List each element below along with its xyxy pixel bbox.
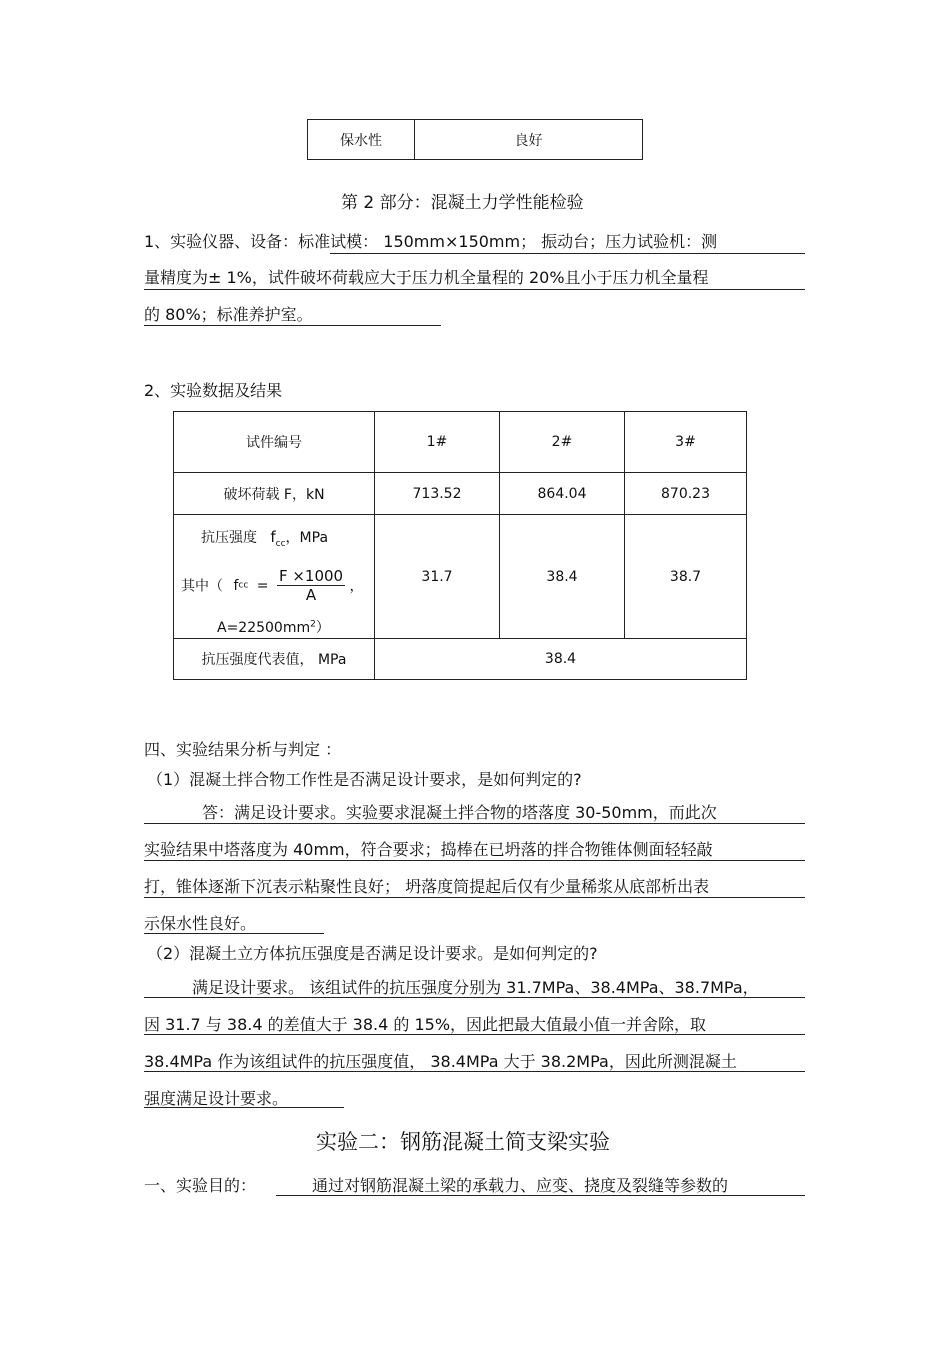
rep-label: 抗压强度代表值， MPa <box>174 639 375 680</box>
fraction <box>277 567 345 604</box>
area-text: A=22500mm <box>217 620 311 636</box>
results-table <box>173 411 747 680</box>
data-title: 2、实验数据及结果 <box>144 381 283 400</box>
strength-label-text: 抗压强度 <box>201 530 257 546</box>
equip-line-1: 1、实验仪器、设备：标准试模： 150mm×150mm； 振动台；压力试验机：测 <box>144 232 718 251</box>
formula-symbol: f <box>233 577 239 594</box>
table-row <box>174 473 747 515</box>
rep-value: 38.4 <box>375 639 747 680</box>
q1-answer-line-2: 实验结果中塔落度为 40mm，符合要求；捣棒在已坍落的拌合物锥体侧面轻轻敲 <box>144 840 713 859</box>
q1-question: （1）混凝土拌合物工作性是否满足设计要求，是如何判定的? <box>147 770 582 789</box>
load-label: 破坏荷载 F，kN <box>174 473 375 515</box>
formula-suffix: ， <box>349 578 364 595</box>
strength-label-cell <box>174 515 375 639</box>
strength-value: 38.4 <box>500 515 625 639</box>
q1-answer-line-1: 答：满足设计要求。实验要求混凝土拌合物的塔落度 30-50mm，而此次 <box>202 803 717 822</box>
load-value: 864.04 <box>500 473 625 515</box>
strength-label <box>201 527 328 549</box>
table-row <box>174 639 747 680</box>
formula-prefix: 其中（ <box>181 578 223 595</box>
q2-answer-line-4: 强度满足设计要求。 <box>144 1089 289 1108</box>
underline <box>144 997 805 998</box>
top-table-value: 良好 <box>415 120 643 160</box>
part2-title: 第 2 部分：混凝土力学性能检验 <box>341 193 584 213</box>
exp2-purpose-label: 一、实验目的： <box>144 1176 257 1195</box>
underline <box>144 1071 805 1072</box>
load-value: 870.23 <box>625 473 747 515</box>
formula <box>181 567 364 604</box>
strength-unit: ，MPa <box>285 530 329 546</box>
underline <box>144 933 324 934</box>
formula-subscript: cc <box>238 580 249 591</box>
strength-value: 38.7 <box>625 515 747 639</box>
table-row <box>174 412 747 473</box>
equip-line-2: 量精度为± 1%，试件破坏荷载应大于压力机全量程的 20%且小于压力机全量程 <box>144 268 709 287</box>
underline <box>144 823 805 824</box>
strength-value: 31.7 <box>375 515 500 639</box>
underline <box>144 897 805 898</box>
q2-answer-line-2: 因 31.7 与 38.4 的差值大于 38.4 的 15%，因此把最大值最小值一并舍除，取 <box>144 1015 707 1034</box>
underline <box>144 289 805 290</box>
underline <box>144 860 805 861</box>
top-table <box>307 119 643 160</box>
area-note <box>217 617 330 637</box>
top-table-label: 保水性 <box>308 120 415 160</box>
exp2-title: 实验二：钢筋混凝土简支梁实验 <box>316 1130 610 1154</box>
table-row <box>174 515 747 639</box>
strength-subscript: cc <box>275 538 286 549</box>
analysis-title: 四、实验结果分析与判定 ： <box>144 740 342 759</box>
header-label: 试件编号 <box>174 412 375 473</box>
underline <box>144 1107 344 1108</box>
formula-equals: = <box>256 577 269 594</box>
fraction-numerator: F ×1000 <box>278 567 344 585</box>
underline <box>276 1195 805 1196</box>
load-value: 713.52 <box>375 473 500 515</box>
q2-answer-line-1: 满足设计要求。 该组试件的抗压强度分别为 31.7MPa、38.4MPa、38.7MPa， <box>192 978 759 997</box>
area-superscript: 2 <box>310 619 316 630</box>
equip-line-3: 的 80%；标准养护室。 <box>144 305 313 324</box>
q1-answer-line-4: 示保水性良好。 <box>144 914 257 933</box>
underline <box>144 1034 805 1035</box>
header-col: 2# <box>500 412 625 473</box>
header-col: 3# <box>625 412 747 473</box>
strength-symbol: f <box>270 528 276 546</box>
underline <box>330 253 805 254</box>
fraction-denominator: A <box>305 586 317 604</box>
exp2-purpose-text: 通过对钢筋混凝土梁的承载力、应变、挠度及裂缝等参数的 <box>312 1176 729 1195</box>
header-col: 1# <box>375 412 500 473</box>
q1-answer-line-3: 打，锥体逐渐下沉表示粘聚性良好； 坍落度筒提起后仅有少量稀浆从底部析出表 <box>144 877 710 896</box>
underline <box>144 325 441 326</box>
area-close: ） <box>315 620 330 636</box>
q2-answer-line-3: 38.4MPa 作为该组试件的抗压强度值， 38.4MPa 大于 38.2MPa，因此所测混凝土 <box>144 1052 737 1071</box>
q2-question: （2）混凝土立方体抗压强度是否满足设计要求。是如何判定的? <box>147 944 598 963</box>
